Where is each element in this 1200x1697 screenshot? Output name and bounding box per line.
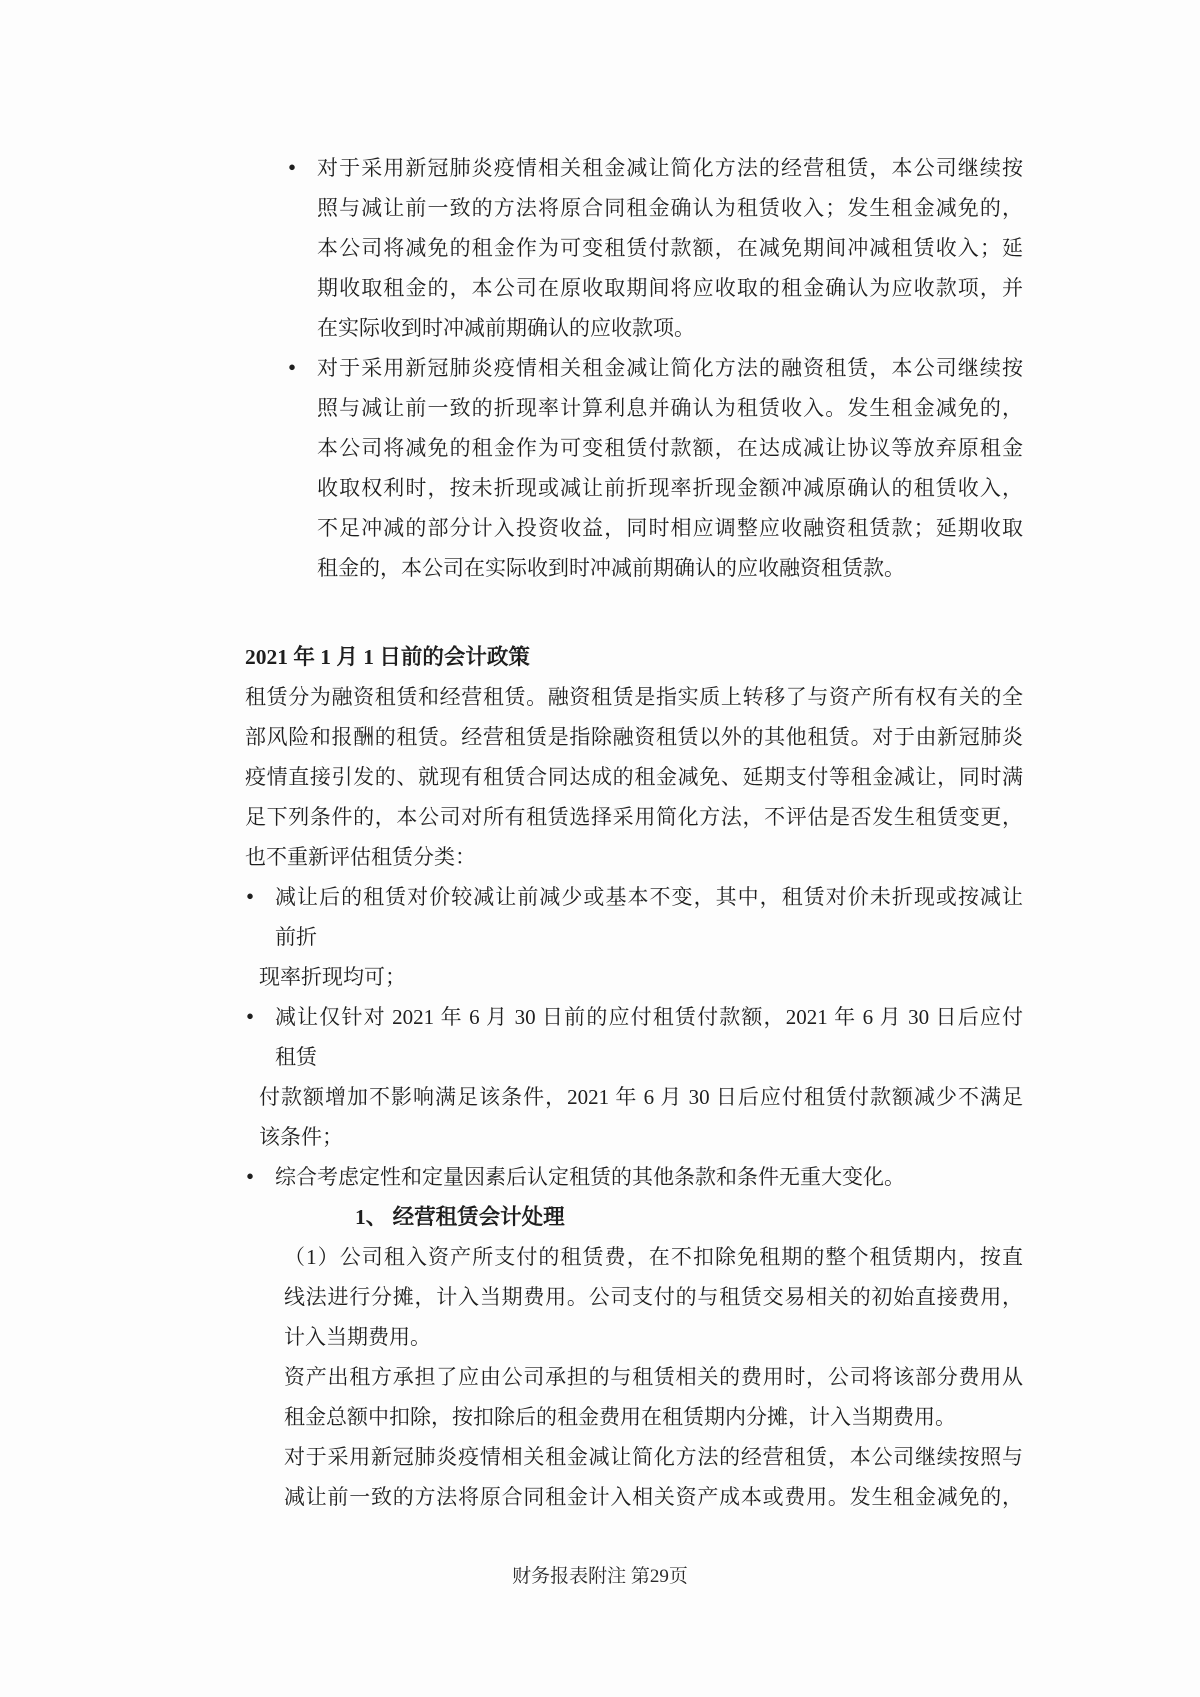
policy-paragraph: [245, 677, 1023, 877]
list-item: [245, 148, 1023, 348]
continuation-paragraph: [245, 957, 1023, 997]
text-line: 疫情直接引发的、就现有租赁合同达成的租金减免、延期支付等租金减让，同时满: [245, 765, 1023, 789]
section-heading: 2021 年 1 月 1 日前的会计政策: [245, 645, 530, 669]
text-line: 付款额增加不影响满足该条件，2021 年 6 月 30 日后应付租赁付款额减少不满足: [259, 1085, 1023, 1109]
text-line: 对于采用新冠肺炎疫情相关租金减让简化方法的经营租赁，本公司继续按照与: [284, 1445, 1023, 1469]
text-line: 足下列条件的，本公司对所有租赁选择采用简化方法，不评估是否发生租赁变更，: [245, 805, 1023, 829]
text-line: 收取权利时，按未折现或减让前折现率折现金额冲减原确认的租赁收入，: [317, 476, 1023, 500]
bullet-icon: •: [288, 355, 297, 380]
footer-text: 财务报表附注 第29页: [512, 1566, 688, 1587]
text-line: 本公司将减免的租金作为可变租赁付款额，在达成减让协议等放弃原租金: [317, 436, 1023, 460]
text-line: 期收取租金的，本公司在原收取期间将应收取的租金确认为应收款项，并: [317, 276, 1023, 300]
text-line: 减让仅针对 2021 年 6 月 30 日前的应付租赁付款额，2021 年 6 月 30 日后应付: [275, 1005, 1023, 1029]
text-line: 照与减让前一致的方法将原合同租金确认为租赁收入；发生租金减免的，: [317, 196, 1023, 220]
text-line: 在实际收到时冲减前期确认的应收款项。: [317, 316, 695, 340]
text-line: 线法进行分摊，计入当期费用。公司支付的与租赁交易相关的初始直接费用，: [284, 1285, 1023, 1309]
conditions-bullet-list: [245, 877, 1023, 1197]
list-item: [245, 997, 1023, 1077]
operating-lease-paragraph: [245, 1237, 1023, 1517]
subsection-heading: 1、 经营租赁会计处理: [355, 1205, 565, 1229]
text-line: （1）公司租入资产所支付的租赁费，在不扣除免租期的整个租赁期内，按直: [284, 1245, 1023, 1269]
text-line: 租金总额中扣除，按扣除后的租金费用在租赁期内分摊，计入当期费用。: [284, 1405, 956, 1429]
text-line: 前折: [275, 925, 317, 949]
bullet-icon: •: [288, 155, 297, 180]
text-line: 部风险和报酬的租赁。经营租赁是指除融资租赁以外的其他租赁。对于由新冠肺炎: [245, 725, 1023, 749]
text-line: 现率折现均可；: [259, 965, 406, 989]
text-line: 租赁: [275, 1045, 317, 1069]
covid-concession-bullet-list: [245, 148, 1023, 588]
bullet-icon: •: [246, 884, 255, 909]
text-line: 减让前一致的方法将原合同租金计入相关资产成本或费用。发生租金减免的，: [284, 1485, 1023, 1509]
text-line: 不足冲减的部分计入投资收益，同时相应调整应收融资租赁款；延期收取: [317, 516, 1023, 540]
text-line: 对于采用新冠肺炎疫情相关租金减让简化方法的经营租赁，本公司继续按: [317, 156, 1023, 180]
bullet-icon: •: [246, 1164, 255, 1189]
text-line: 综合考虑定性和定量因素后认定租赁的其他条款和条件无重大变化。: [275, 1165, 905, 1189]
list-item: [245, 877, 1023, 957]
list-item: [245, 348, 1023, 588]
text-line: 减让后的租赁对价较减让前减少或基本不变，其中，租赁对价未折现或按减让: [275, 885, 1023, 909]
continuation-paragraph: [245, 1077, 1023, 1157]
text-line: 租赁分为融资租赁和经营租赁。融资租赁是指实质上转移了与资产所有权有关的全: [245, 685, 1023, 709]
text-line: 对于采用新冠肺炎疫情相关租金减让简化方法的融资租赁，本公司继续按: [317, 356, 1023, 380]
page-footer: [0, 1562, 1200, 1592]
bullet-icon: •: [246, 1004, 255, 1029]
text-line: 资产出租方承担了应由公司承担的与租赁相关的费用时，公司将该部分费用从: [284, 1365, 1023, 1389]
text-line: 该条件；: [259, 1125, 343, 1149]
text-line: 本公司将减免的租金作为可变租赁付款额，在减免期间冲减租赁收入；延: [317, 236, 1023, 260]
text-line: 照与减让前一致的折现率计算利息并确认为租赁收入。发生租金减免的，: [317, 396, 1023, 420]
text-line: 也不重新评估租赁分类：: [245, 845, 476, 869]
list-item: [245, 1157, 1023, 1197]
text-line: 租金的，本公司在实际收到时冲减前期确认的应收融资租赁款。: [317, 556, 905, 580]
text-line: 计入当期费用。: [284, 1325, 431, 1349]
